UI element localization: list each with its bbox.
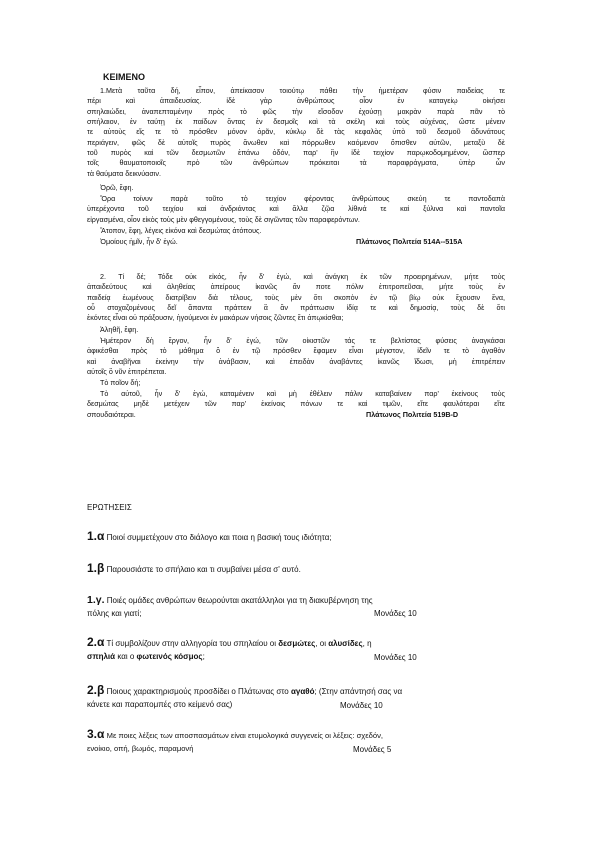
question-text: κάνετε και παραπομπές στο κείμενό σας) — [87, 700, 233, 709]
question-2a — [87, 636, 507, 663]
question-1b — [87, 562, 507, 576]
text-line: σπηλαιώδει, ἀναπεπταμένην πρὸς τὸ φῶς τὴν εἴσοδον ἐχούσῃ μακρὰν παρὰ πᾶν τὸ — [87, 106, 505, 116]
question-text: πόλης και γιατί; — [87, 609, 142, 618]
text-line: 1.Μετὰ ταῦτα δή, εἶπον, ἀπείκασον τοιούτῳ πάθει τὴν ἡμετέραν φύσιν παιδείας τε — [100, 86, 505, 95]
text-line: ἑκόντες εἶναι οὐ πράξουσιν, ἡγούμενοι ἐν μακάρων νήσοις ζῶντες ἔτι ἀπῳκίσθαι; — [87, 313, 344, 323]
text-line: τε αὐτοὺς εἴς τε τὸ πρόσθεν μόνον ὁρᾶν, κύκλῳ δὲ τὰς κεφαλὰς ὑπὸ τοῦ δεσμοῦ ἀδυνάτους — [87, 127, 505, 137]
question-text: Παρουσιάστε το σπήλαιο και τι συμβαίνει μέσα σ' αυτό. — [106, 565, 301, 574]
question-text: Ποιές ομάδες ανθρώπων θεωρούνται ακατάλληλοι για τη διακυβέρνηση της — [106, 596, 373, 605]
question-1c — [87, 594, 507, 620]
question-number: 1.β — [87, 561, 105, 575]
bold-term: σπηλιά — [87, 652, 116, 661]
text-line: τοῦ πυρὸς καὶ τῶν δεσμωτῶν ἐπάνω ὁδόν, παρ' ἣν ἰδὲ τειχίον παρῳκοδομημένον, ὥσπερ — [87, 148, 505, 158]
text-line: ἀφικέσθαι πρὸς τὸ μάθημα ὃ ἐν τῷ πρόσθεν ἔφαμεν εἶναι μέγιστον, ἰδεῖν τε τὸ ἀγαθὸν — [87, 346, 505, 356]
text-line: ἀπαιδεύτους καὶ ἀληθείας ἀπείρους ἱκανῶς ἄν ποτε πόλιν ἐπιτροπεῦσαι, μήτε τοὺς ἐν — [87, 282, 505, 292]
bold-term: φωτεινός κόσμος — [136, 652, 203, 661]
text-line: τὰ θαύματα δεικνύασιν. — [87, 168, 161, 178]
bold-term: δεσμώτες — [278, 639, 316, 648]
text-reply: Τὸ ποῖον δή; — [100, 378, 141, 387]
question-text: ενοίκιο, οπή, βωμός, παραμονή — [87, 744, 194, 753]
text-line: πέρι καὶ ἀπαιδευσίας. ἰδὲ γὰρ ἀνθρώπους οἷον ἐν καταγείῳ οἰκήσει — [87, 96, 505, 106]
question-marks: Μονάδες 5 — [353, 745, 392, 754]
text-paragraph-1 — [87, 86, 505, 179]
text-line: 2. Τί δέ; Τόδε οὐκ εἰκός, ἦν δ' ἐγώ, καὶ ἀνάγκη ἐκ τῶν προειρημένων, μήτε τοὺς — [100, 272, 505, 281]
text-paragraph-2c — [87, 336, 505, 377]
citation-1: Πλάτωνος Πολιτεία 514Α--515Α — [356, 237, 463, 246]
question-number: 1.α — [87, 529, 105, 543]
question-text: Τί συμβολίζουν στην αλληγορία του σπηλαίου οι — [106, 639, 277, 648]
text-reply: Ὁρῶ, ἔφη. — [100, 183, 134, 192]
question-text: ; (Στην απάντησή σας να — [314, 687, 403, 696]
text-line: σπουδαιότεραι. — [87, 409, 136, 419]
question-number: 3.α — [87, 727, 105, 741]
text-heading: ΚΕΙΜΕΝΟ — [103, 72, 146, 82]
question-2b — [87, 684, 507, 711]
text-reply: Ὁμοίους ἡμῖν, ἦν δ' ἐγώ. — [100, 237, 178, 246]
text-line: αὐτοῖς ὃ νῦν ἐπιτρέπεται. — [87, 367, 167, 377]
question-3a — [87, 728, 507, 755]
bold-term: αλυσίδες — [328, 639, 363, 648]
text-line: καὶ ἀναβῆναι ἐκείνην τὴν ἀνάβασιν, καὶ ἐπειδὰν ἀναβάντες ἱκανῶς ἴδωσι, μὴ ἐπιτρέπειν — [87, 356, 505, 366]
question-marks: Μονάδες 10 — [374, 609, 417, 618]
question-number: 1.γ. — [87, 594, 105, 606]
text-line: περιάγειν, φῶς δὲ αὐτοῖς πυρὸς ἄνωθεν καὶ πόρρωθεν καόμενον ὄπισθεν αὐτῶν, μεταξὺ δὲ — [87, 137, 505, 147]
question-text: Ποιοί συμμετέχουν στο διάλογο και ποια η βασική τους ιδιότητα; — [106, 533, 332, 542]
text-paragraph-1c — [87, 194, 505, 225]
citation-2: Πλάτωνος Πολιτεία 519Β-D — [366, 410, 459, 419]
text-line: τοῖς θαυματοποιοῖς πρὸ τῶν ἀνθρώπων πρόκειται τὰ παραφράγματα, ὑπὲρ ὧν — [87, 158, 505, 168]
text-reply: Ἄτοπον, ἔφη, λέγεις εἰκόνα καὶ δεσμώτας ἀτόπους. — [100, 226, 262, 235]
question-text: Με ποιες λέξεις των αποσπασμάτων είναι ετυμολογικά συγγενείς οι λέξεις: σχεδόν, — [106, 731, 383, 740]
question-text: ; — [202, 652, 205, 661]
text-line: οὗ στοχαζομένους δεῖ ἅπαντα πράττειν ἃ ἂν πράττωσιν ἰδίᾳ τε καὶ δημοσίᾳ, τοὺς δὲ ὅτι — [87, 303, 505, 313]
question-text: , οι — [315, 639, 326, 648]
question-number: 2.α — [87, 635, 105, 649]
question-text: Ποιους χαρακτηρισμούς προσδίδει ο Πλάτωνας στο — [106, 687, 289, 696]
text-line: Ὅρα τοίνυν παρὰ τοῦτο τὸ τειχίον φέροντας ἀνθρώπους σκεύη τε παντοδαπὰ — [100, 194, 505, 203]
text-line: σπήλαιον, ἐν ταύτῃ ἐκ παίδων ὄντας ἐν δεσμοῖς καὶ τὰ σκέλη καὶ τοὺς αὐχένας, ὥστε μένειν — [87, 117, 505, 127]
question-1a — [87, 530, 507, 544]
text-line: Ἡμέτερον δὴ ἔργον, ἦν δ' ἐγώ, τῶν οἰκιστῶν τάς τε βελτίστας φύσεις ἀναγκάσαι — [100, 336, 505, 345]
text-paragraph-2 — [87, 272, 505, 324]
questions-title: ΕΡΩΤΗΣΕΙΣ — [87, 503, 132, 512]
question-number: 2.β — [87, 683, 105, 697]
bold-term: αγαθό — [290, 687, 315, 696]
text-line: δεσμώτας μηδὲ μετέχειν τῶν παρ' ἐκείνοις πόνων τε καὶ τιμῶν, εἴτε φαυλότεραι εἴτε — [87, 399, 505, 409]
text-reply: Ἀληθῆ, ἔφη. — [100, 325, 139, 334]
question-text: , η — [362, 639, 372, 648]
text-line: Τὸ αὐτοῦ, ἦν δ' ἐγώ, καταμένειν καὶ μὴ ἐθέλειν πάλιν καταβαίνειν παρ' ἐκείνους τοὺς — [100, 389, 505, 398]
text-line: ὑπερέχοντα τοῦ τειχίου καὶ ἀνδριάντας καὶ ἄλλα ζῷα λίθινά τε καὶ ξύλινα καὶ παντοῖα — [87, 204, 505, 214]
text-line: εἰργασμένα, οἷον εἰκὸς τοὺς μὲν φθεγγομένους, τοὺς δὲ σιγῶντας τῶν παραφερόντων. — [87, 214, 360, 224]
question-text: και ο — [117, 652, 135, 661]
question-marks: Μονάδες 10 — [374, 653, 417, 662]
question-marks: Μονάδες 10 — [340, 701, 383, 710]
text-line: παιδείᾳ ἐωμένους διατρίβειν διὰ τέλους, τοὺς μὲν ὅτι σκοπὸν ἐν τῷ βίῳ οὐκ ἔχουσιν ἕνα, — [87, 292, 505, 302]
